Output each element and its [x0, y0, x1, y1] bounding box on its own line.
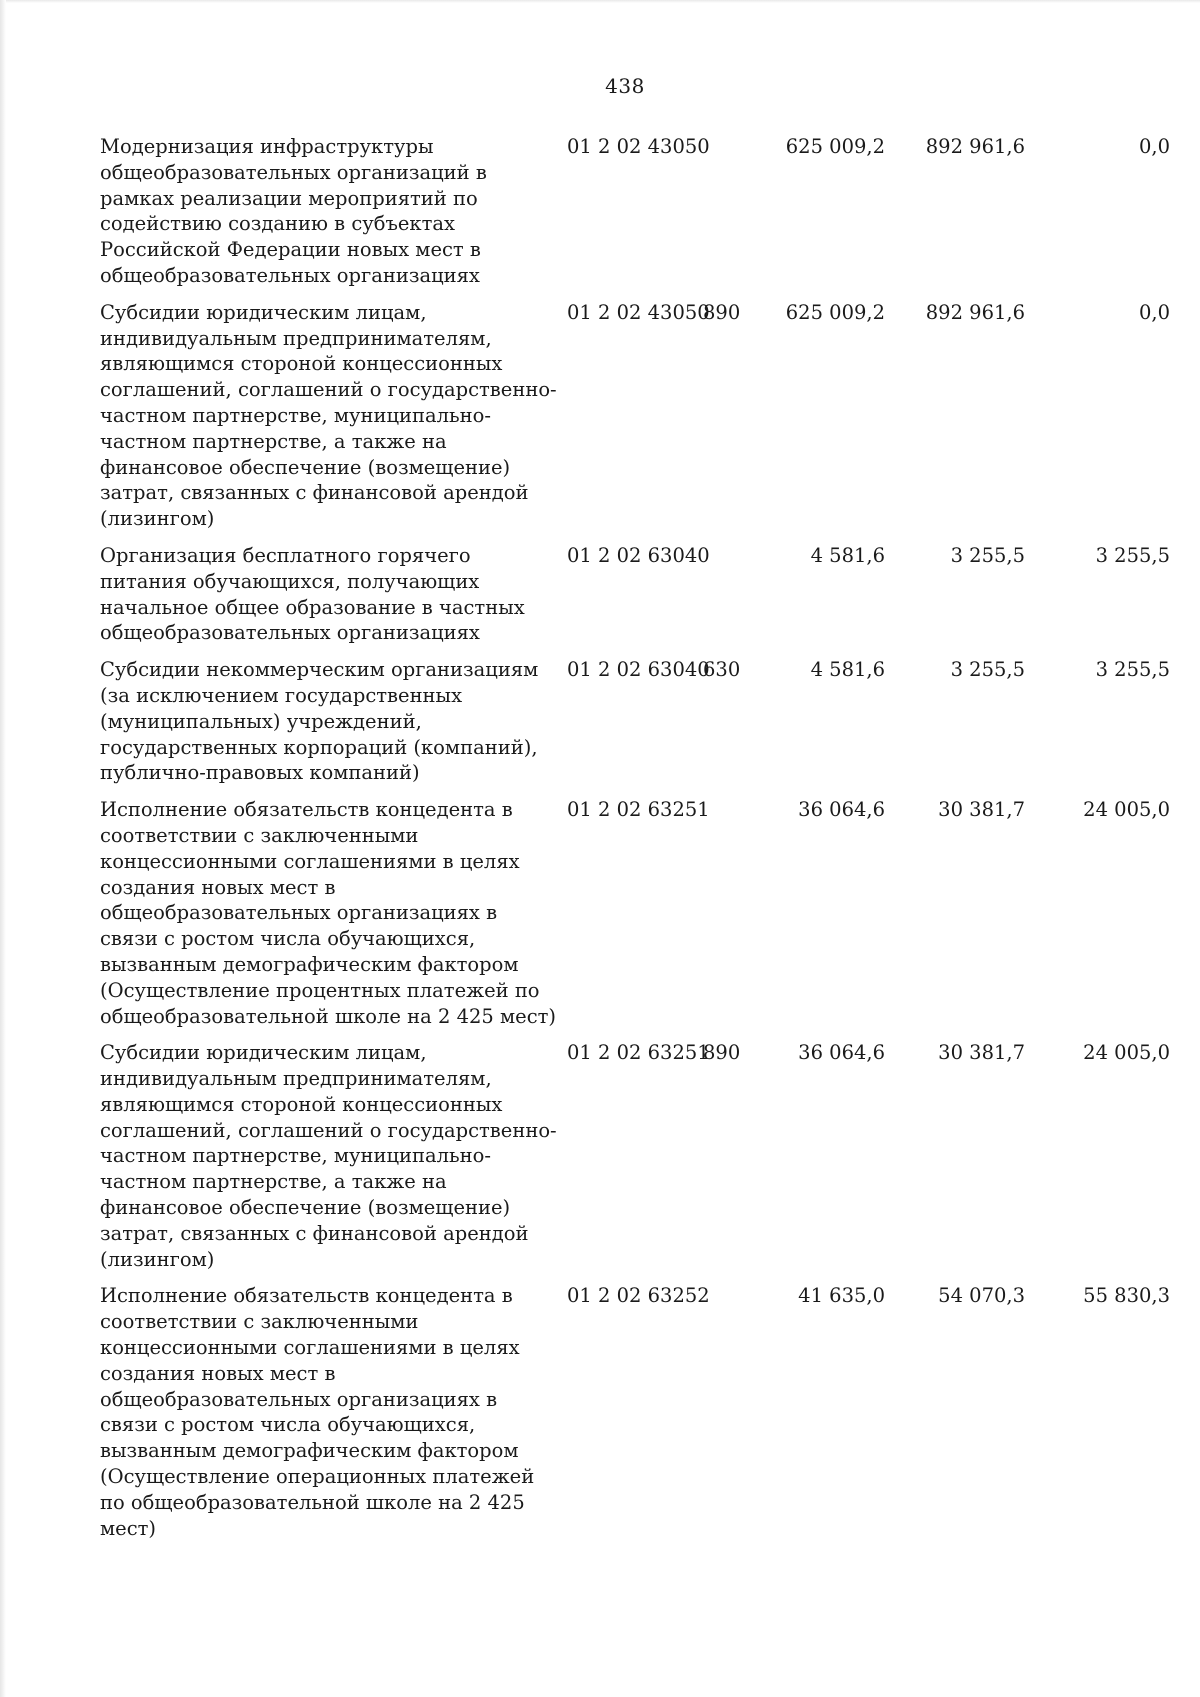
row-amount-year-1: 625 009,2	[785, 135, 885, 158]
row-target-article-code: 01 2 02 63252	[567, 1284, 710, 1308]
row-target-article-code: 01 2 02 43050	[567, 135, 710, 158]
row-name: Субсидии юридическим лицам, индивидуальным предпринимателям, являющимся стороной концессионных соглашений, соглашений о государственно-частном партнерстве, муниципально-частном партнерстве, а также на финансовое обеспечение (возмещение) затрат, связанных с финансовой арендой (лизингом)	[100, 300, 557, 531]
page-number: 438	[605, 74, 645, 98]
row-amount-year-2: 3 255,5	[950, 543, 1025, 567]
row-target-article-code: 01 2 02 43050	[567, 300, 710, 324]
row-expense-type-code: 890	[703, 1041, 741, 1065]
table-row	[100, 797, 1170, 1029]
row-expense-type-code: 630	[703, 658, 741, 682]
row-amount-year-2: 892 961,6	[925, 300, 1025, 324]
row-amount-year-1: 41 635,0	[798, 1284, 885, 1308]
table-row	[100, 543, 1170, 646]
row-amount-year-3: 24 005,0	[1083, 798, 1170, 822]
row-amount-year-1: 36 064,6	[798, 798, 885, 822]
row-name: Организация бесплатного горячего питания обучающихся, получающих начальное общее образование в частных общеобразовательных организациях	[100, 543, 525, 645]
row-amount-year-2: 892 961,6	[925, 135, 1025, 158]
row-amount-year-1: 4 581,6	[810, 658, 885, 682]
row-target-article-code: 01 2 02 63040	[567, 543, 710, 567]
row-name: Исполнение обязательств концедента в соответствии с заключенными концессионными соглашениями в целях создания новых мест в общеобразовательных организациях в связи с ростом числа обучающихся, вызванным демографическим фактором (Осуществление операционных платежей по общеобразовательной школе на 2 425 мест)	[100, 1284, 535, 1540]
row-amount-year-3: 3 255,5	[1095, 658, 1170, 682]
row-name: Субсидии некоммерческим организациям (за исключением государственных (муниципальных) учреждений, государственных корпораций (компаний), публично-правовых компаний)	[100, 658, 539, 785]
row-target-article-code: 01 2 02 63251	[567, 1041, 710, 1065]
row-expense-type-code: 890	[703, 300, 741, 324]
table-row	[100, 300, 1170, 532]
row-target-article-code: 01 2 02 63251	[567, 798, 710, 822]
row-amount-year-1: 625 009,2	[785, 300, 885, 324]
row-amount-year-3: 24 005,0	[1083, 1041, 1170, 1065]
table-row	[100, 134, 1170, 289]
scan-top-edge	[0, 0, 1200, 3]
row-amount-year-3: 3 255,5	[1095, 543, 1170, 567]
row-amount-year-2: 54 070,3	[938, 1284, 1025, 1308]
row-target-article-code: 01 2 02 63040	[567, 658, 710, 682]
table-row	[100, 1283, 1170, 1541]
table-row	[100, 657, 1170, 786]
row-amount-year-1: 36 064,6	[798, 1041, 885, 1065]
row-amount-year-2: 30 381,7	[938, 1041, 1025, 1065]
row-name: Модернизация инфраструктуры общеобразовательных организаций в рамках реализации мероприятий по содействию созданию в субъектах Российской Федерации новых мест в общеобразовательных организациях	[100, 135, 487, 287]
row-amount-year-2: 3 255,5	[950, 658, 1025, 682]
table-row	[100, 1040, 1170, 1272]
row-amount-year-3: 55 830,3	[1083, 1284, 1170, 1308]
scan-left-edge	[0, 0, 6, 1697]
row-amount-year-2: 30 381,7	[938, 798, 1025, 822]
row-amount-year-3: 0,0	[1138, 135, 1170, 158]
row-amount-year-1: 4 581,6	[810, 543, 885, 567]
row-name: Субсидии юридическим лицам, индивидуальным предпринимателям, являющимся стороной концессионных соглашений, соглашений о государственно-частном партнерстве, муниципально-частном партнерстве, а также на финансовое обеспечение (возмещение) затрат, связанных с финансовой арендой (лизингом)	[100, 1041, 557, 1271]
row-amount-year-3: 0,0	[1138, 300, 1170, 324]
budget-table	[100, 134, 1170, 1552]
row-name: Исполнение обязательств концедента в соответствии с заключенными концессионными соглашениями в целях создания новых мест в общеобразовательных организациях в связи с ростом числа обучающихся, вызванным демографическим фактором (Осуществление процентных платежей по общеобразовательной школе на 2 425 мест)	[100, 798, 557, 1028]
